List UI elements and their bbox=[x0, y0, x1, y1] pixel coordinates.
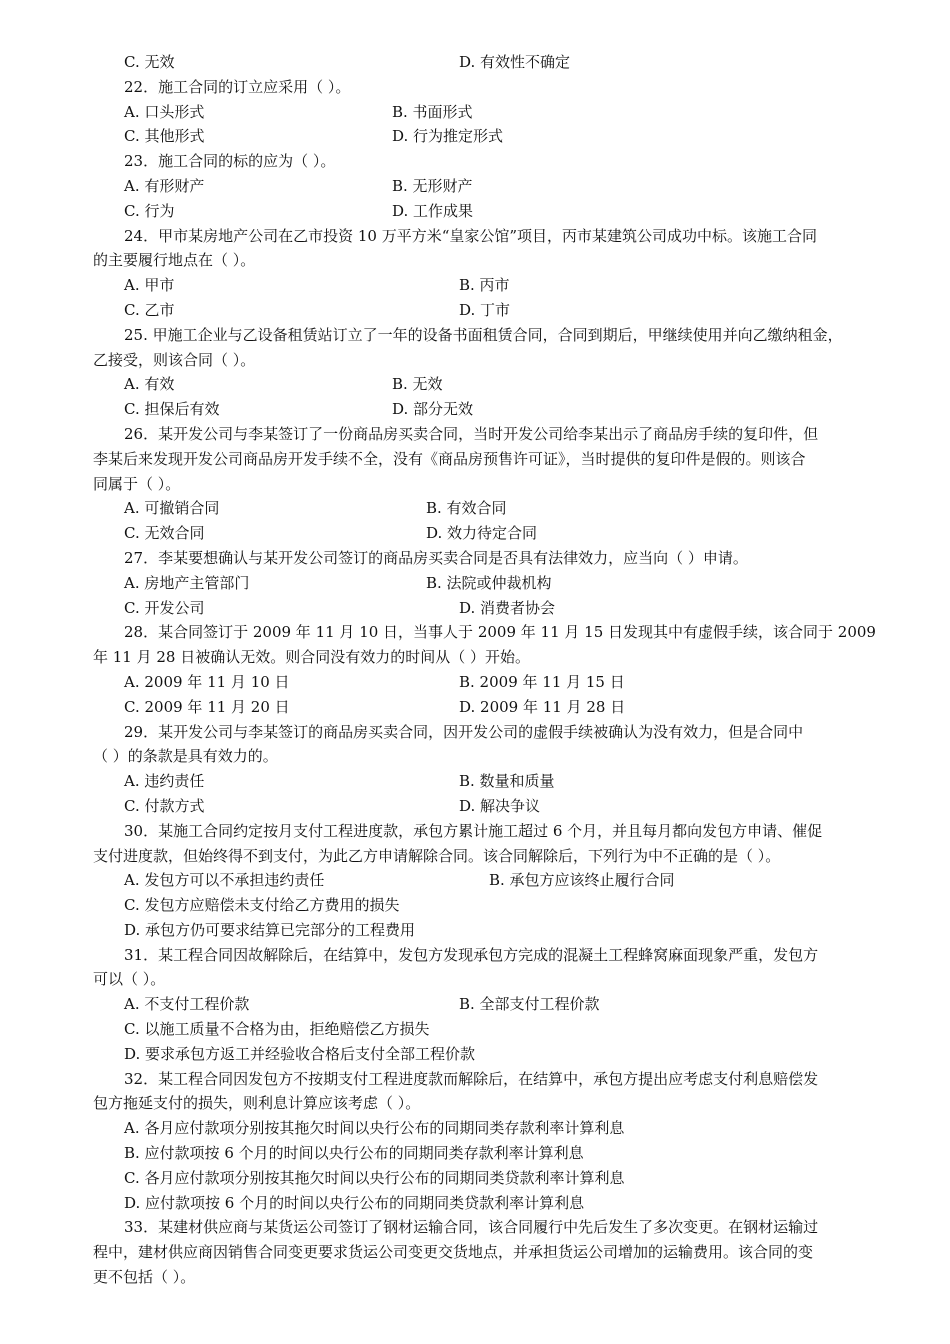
option-c: C. 以施工质量不合格为由，拒绝赔偿乙方损失 bbox=[124, 1020, 430, 1039]
option-d: D. 效力待定合同 bbox=[426, 524, 538, 543]
option-d: D. 工作成果 bbox=[392, 201, 474, 220]
option-row bbox=[93, 174, 913, 199]
question-stem: 33．某建材供应商与某货运公司签订了钢材运输合同，该合同履行中先后发生了多次变更。在钢材运输过 bbox=[124, 1218, 819, 1237]
option-c: C. 各月应付款项分别按其拖欠时间以央行公布的同期同类贷款利率计算利息 bbox=[124, 1168, 625, 1187]
option-b: B. 法院或仲裁机构 bbox=[426, 573, 552, 592]
option-a: A. 口头形式 bbox=[124, 102, 205, 121]
option-d: D. 应付款项按 6 个月的时间以央行公布的同期同类贷款利率计算利息 bbox=[124, 1193, 585, 1212]
option-c: C. 担保后有效 bbox=[124, 400, 220, 419]
option-row bbox=[93, 596, 913, 621]
question-stem-continued: 同属于（ ）。 bbox=[93, 474, 181, 493]
option-a: A. 有形财产 bbox=[124, 176, 205, 195]
option-b: B. 数量和质量 bbox=[459, 772, 555, 791]
question-stem-continued: 程中，建材供应商因销售合同变更要求货运公司变更交货地点，并承担货运公司增加的运输费用。该合同的变 bbox=[93, 1243, 814, 1262]
option-row bbox=[93, 124, 913, 149]
option-c: C. 开发公司 bbox=[124, 598, 205, 617]
question-stem: 27．李某要想确认与某开发公司签订的商品房买卖合同是否具有法律效力，应当向（ ）申请。 bbox=[124, 548, 748, 567]
question-stem: 29．某开发公司与李某签订的商品房买卖合同，因开发公司的虚假手续被确认为没有效力，但是合同中 bbox=[124, 722, 804, 741]
option-d: D. 要求承包方返工并经验收合格后支付全部工程价款 bbox=[124, 1044, 476, 1063]
option-a: A. 不支付工程价款 bbox=[124, 995, 250, 1014]
option-row bbox=[93, 992, 913, 1017]
option-row bbox=[93, 199, 913, 224]
option-row bbox=[93, 298, 913, 323]
option-d: D. 行为推定形式 bbox=[392, 127, 504, 146]
option-c: C. 无效合同 bbox=[124, 524, 205, 543]
question-stem: 32．某工程合同因发包方不按期支付工程进度款而解除后，在结算中，承包方提出应考虑支付利息赔偿发 bbox=[124, 1069, 819, 1088]
option-row bbox=[93, 794, 913, 819]
question-stem: 22．施工合同的订立应采用（ ）。 bbox=[124, 77, 351, 96]
option-row bbox=[93, 670, 913, 695]
question-stem-continued: 支付进度款，但始终得不到支付，为此乙方申请解除合同。该合同解除后，下列行为中不正确的是（ ）。 bbox=[93, 846, 781, 865]
option-b: B. 应付款项按 6 个月的时间以央行公布的同期同类存款利率计算利息 bbox=[124, 1144, 584, 1163]
option-row bbox=[93, 372, 913, 397]
question-stem: 28．某合同签订于 2009 年 11 月 10 日，当事人于 2009 年 11 月 15 日发现其中有虚假手续，该合同于 2009 bbox=[124, 623, 876, 642]
question-stem: 31．某工程合同因故解除后，在结算中，发包方发现承包方完成的混凝土工程蜂窝麻面现象严重，发包方 bbox=[124, 945, 819, 964]
question-stem-continued: 乙接受，则该合同（ ）。 bbox=[93, 350, 256, 369]
question-stem-continued: 更不包括（ ）。 bbox=[93, 1268, 196, 1287]
option-row bbox=[93, 50, 913, 75]
option-c: C. 付款方式 bbox=[124, 796, 205, 815]
question-stem-continued: 可以（ ）。 bbox=[93, 970, 166, 989]
option-row bbox=[93, 695, 913, 720]
option-d: D. 2009 年 11 月 28 日 bbox=[459, 697, 626, 716]
option-row bbox=[93, 273, 913, 298]
option-b: B. 丙市 bbox=[459, 276, 510, 295]
question-stem: 26．某开发公司与李某签订了一份商品房买卖合同，当时开发公司给李某出示了商品房手续的复印件，但 bbox=[124, 424, 819, 443]
option-a: A. 有效 bbox=[124, 375, 175, 394]
option-a: A. 可撤销合同 bbox=[124, 499, 220, 518]
question-stem-continued: 年 11 月 28 日被确认无效。则合同没有效力的时间从（ ）开始。 bbox=[93, 648, 531, 667]
option-b: B. 2009 年 11 月 15 日 bbox=[459, 672, 625, 691]
option-c: C. 发包方应赔偿未支付给乙方费用的损失 bbox=[124, 896, 400, 915]
option-d: D. 部分无效 bbox=[392, 400, 474, 419]
question-stem: 25. 甲施工企业与乙设备租赁站订立了一年的设备书面租赁合同，合同到期后，甲继续使用并向乙缴纳租金， bbox=[124, 325, 843, 344]
option-row bbox=[93, 571, 913, 596]
option-a: A. 违约责任 bbox=[124, 772, 205, 791]
option-b: B. 有效合同 bbox=[426, 499, 507, 518]
option-a: A. 房地产主管部门 bbox=[124, 573, 250, 592]
question-stem-continued: 李某后来发现开发公司商品房开发手续不全，没有《商品房预售许可证》，当时提供的复印件是假的。则该合 bbox=[93, 449, 806, 468]
option-b: B. 无形财产 bbox=[392, 176, 473, 195]
option-c: C. 2009 年 11 月 20 日 bbox=[124, 697, 290, 716]
option-b: B. 全部支付工程价款 bbox=[459, 995, 600, 1014]
option-d: D. 解决争议 bbox=[459, 796, 541, 815]
option-row bbox=[93, 769, 913, 794]
option-row bbox=[93, 100, 913, 125]
question-stem: 24．甲市某房地产公司在乙市投资 10 万平方米“皇家公馆”项目，丙市某建筑公司成功中标。该施工合同 bbox=[124, 226, 818, 245]
option-b: B. 无效 bbox=[392, 375, 443, 394]
option-a: A. 2009 年 11 月 10 日 bbox=[124, 672, 290, 691]
option-row bbox=[93, 496, 913, 521]
option-b: B. 书面形式 bbox=[392, 102, 473, 121]
document-body bbox=[93, 50, 913, 1290]
option-d: D. 丁市 bbox=[459, 300, 511, 319]
option-c: C. 其他形式 bbox=[124, 127, 205, 146]
option-c: C. 乙市 bbox=[124, 300, 175, 319]
option-row bbox=[93, 397, 913, 422]
option-c: C. 行为 bbox=[124, 201, 175, 220]
option-d: D. 有效性不确定 bbox=[459, 53, 571, 71]
option-c: C. 无效 bbox=[124, 53, 175, 71]
question-stem-continued: （ ）的条款是具有效力的。 bbox=[93, 747, 278, 766]
option-row bbox=[93, 868, 913, 893]
question-stem: 23．施工合同的标的应为（ ）。 bbox=[124, 152, 336, 171]
question-stem-continued: 包方拖延支付的损失，则利息计算应该考虑（ ）。 bbox=[93, 1094, 421, 1113]
option-b: B. 承包方应该终止履行合同 bbox=[489, 871, 675, 890]
question-stem: 30．某施工合同约定按月支付工程进度款，承包方累计施工超过 6 个月，并且每月都向发包方申请、催促 bbox=[124, 821, 823, 840]
option-d: D. 承包方仍可要求结算已完部分的工程费用 bbox=[124, 920, 416, 939]
option-a: A. 发包方可以不承担违约责任 bbox=[124, 871, 325, 890]
option-a: A. 甲市 bbox=[124, 276, 175, 295]
option-d: D. 消费者协会 bbox=[459, 598, 556, 617]
option-row bbox=[93, 521, 913, 546]
option-a: A. 各月应付款项分别按其拖欠时间以央行公布的同期同类存款利率计算利息 bbox=[124, 1119, 625, 1138]
question-stem-continued: 的主要履行地点在（ ）。 bbox=[93, 251, 256, 270]
